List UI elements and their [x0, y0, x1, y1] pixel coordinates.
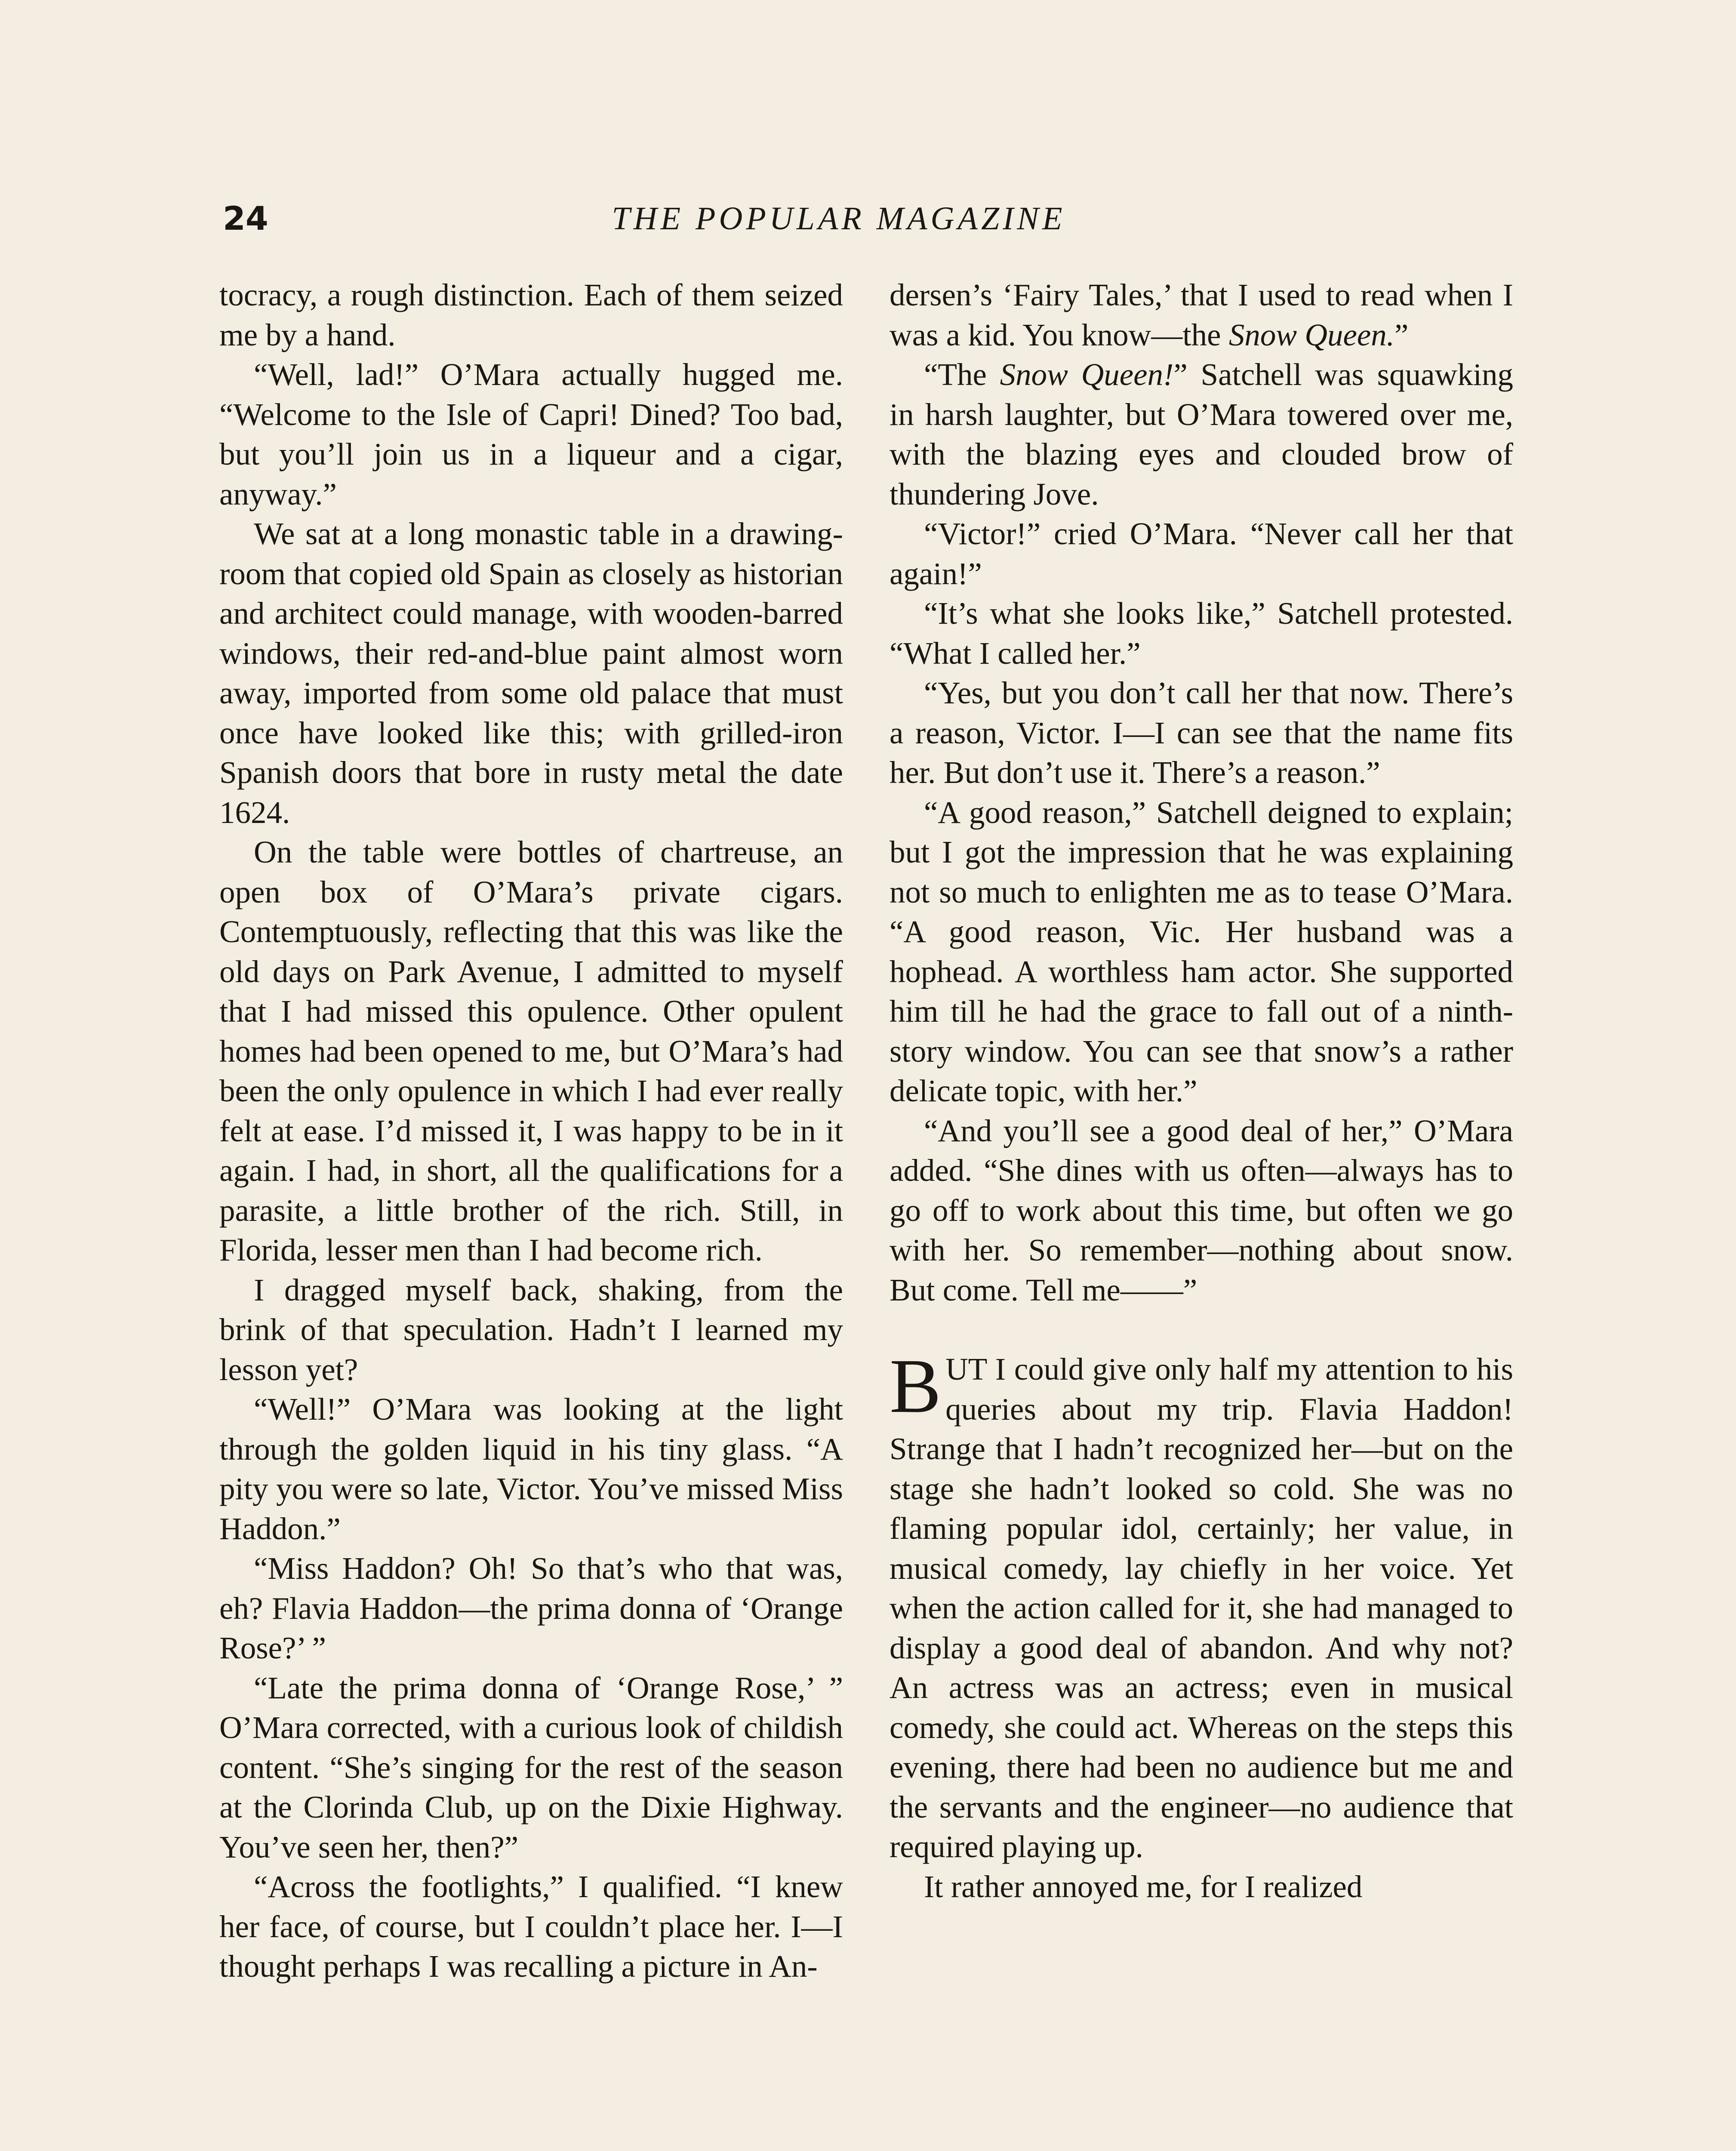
paragraph: “Late the prima donna of ‘Orange Rose,’ ” O’Mara corrected, with a curious look of childish content. “She’s singing for the rest of the season at the Clorinda Club, up on the Dixie Highway. You’ve seen her, then?” — [219, 1670, 843, 1864]
paragraph: “And you’ll see a good deal of her,” O’Mara added. “She dines with us often—always has to go off to work about this time, but often we go with her. So remember—nothing about snow. But come. Tell me——” — [890, 1113, 1513, 1307]
paragraph: “Well, lad!” O’Mara actually hugged me. “Welcome to the Isle of Capri! Dined? Too bad, but you’ll join us in a liqueur and a cigar, anyway.” — [219, 357, 843, 512]
paragraph: I dragged myself back, shaking, from the brink of that speculation. Hadn’t I learned my lesson yet? — [219, 1272, 843, 1387]
paragraph: “It’s what she looks like,” Satchell protested. “What I called her.” — [890, 596, 1513, 671]
paragraph — [890, 275, 1513, 355]
text-run: ” — [1394, 317, 1409, 352]
text-run: “The — [924, 357, 1000, 392]
italic-title: Snow Queen. — [1228, 317, 1395, 352]
paragraph: On the table were bottles of chartreuse, an open box of O’Mara’s private cigars. Contemptuously, reflecting that this was like the old days on Park Avenue, I admitted to myself that I had missed this opulence. Other opulent homes had been opened to me, but O’Mara’s had been the only opulence in which I had ever really felt at ease. I’d missed it, I was happy to be in it again. I had, in short, all the qualifications for a parasite, a little brother of the rich. Still, in Florida, lesser men than I had become rich. — [219, 835, 843, 1267]
paragraph: “Miss Haddon? Oh! So that’s who that was, eh? Flavia Haddon—the prima donna of ‘Orange Rose?’ ” — [219, 1551, 843, 1665]
running-title: THE POPULAR MAGAZINE — [612, 200, 1066, 237]
paragraph: “Across the footlights,” I qualified. “I knew her face, of course, but I couldn’t place her. I—I thought perhaps I was recalling a picture in An- — [219, 1869, 843, 1984]
paragraph: “Victor!” cried O’Mara. “Never call her that again!” — [890, 516, 1513, 591]
text-run: UT I could give only half my attention to his queries about my trip. Flavia Haddon! Strange that I hadn’t recognized her—but on the stage she hadn’t looked so cold. She was no flaming popular idol, certainly; her value, in musical comedy, lay chiefly in her voice. Yet when the action called for it, she had managed to display a good deal of abandon. And why not? An actress was an actress; even in musical comedy, she could act. Whereas on the steps this evening, there had been no audience but me and the servants and the engineer—no audience that required playing up. — [890, 1352, 1513, 1864]
paragraph — [890, 1343, 1513, 1867]
paragraph: “Well!” O’Mara was looking at the light through the golden liquid in his tiny glass. “A pity you were so late, Victor. You’ve missed Miss Haddon.” — [219, 1392, 843, 1546]
left-column — [219, 275, 843, 1987]
paragraph: “A good reason,” Satchell deigned to explain; but I got the impression that he was explaining not so much to enlighten me as to tease O’Mara. “A good reason, Vic. Her husband was a hophead. A worthless ham actor. She supported him till he had the grace to fall out of a ninth-story window. You can see that snow’s a rather delicate topic, with her.” — [890, 795, 1513, 1108]
paragraph: “Yes, but you don’t call her that now. There’s a reason, Victor. I—I can see that the name fits her. But don’t use it. There’s a reason.” — [890, 675, 1513, 790]
paragraph: It rather annoyed me, for I realized — [924, 1869, 1363, 1904]
text-run: ” Satchell was squawking in harsh laughter, but O’Mara towered over me, with the blazing eyes and clouded brow of thundering Jove. — [890, 357, 1513, 512]
page-number: 24 — [223, 199, 268, 237]
paragraph: tocracy, a rough distinction. Each of them seized me by a hand. — [219, 277, 843, 352]
text-run: dersen’s ‘Fairy Tales,’ that I used to read when I was a kid. You know—the — [890, 277, 1513, 352]
right-column — [890, 275, 1513, 1907]
paragraph — [890, 355, 1513, 514]
italic-title: Snow Queen! — [1000, 357, 1174, 392]
drop-cap: B — [890, 1343, 942, 1429]
paragraph: We sat at a long monastic table in a drawing-room that copied old Spain as closely as historian and architect could manage, with wooden-barred windows, their red-and-blue paint almost worn away, imported from some old palace that must once have looked like this; with grilled-iron Spanish doors that bore in rusty metal the date 1624. — [219, 516, 843, 830]
